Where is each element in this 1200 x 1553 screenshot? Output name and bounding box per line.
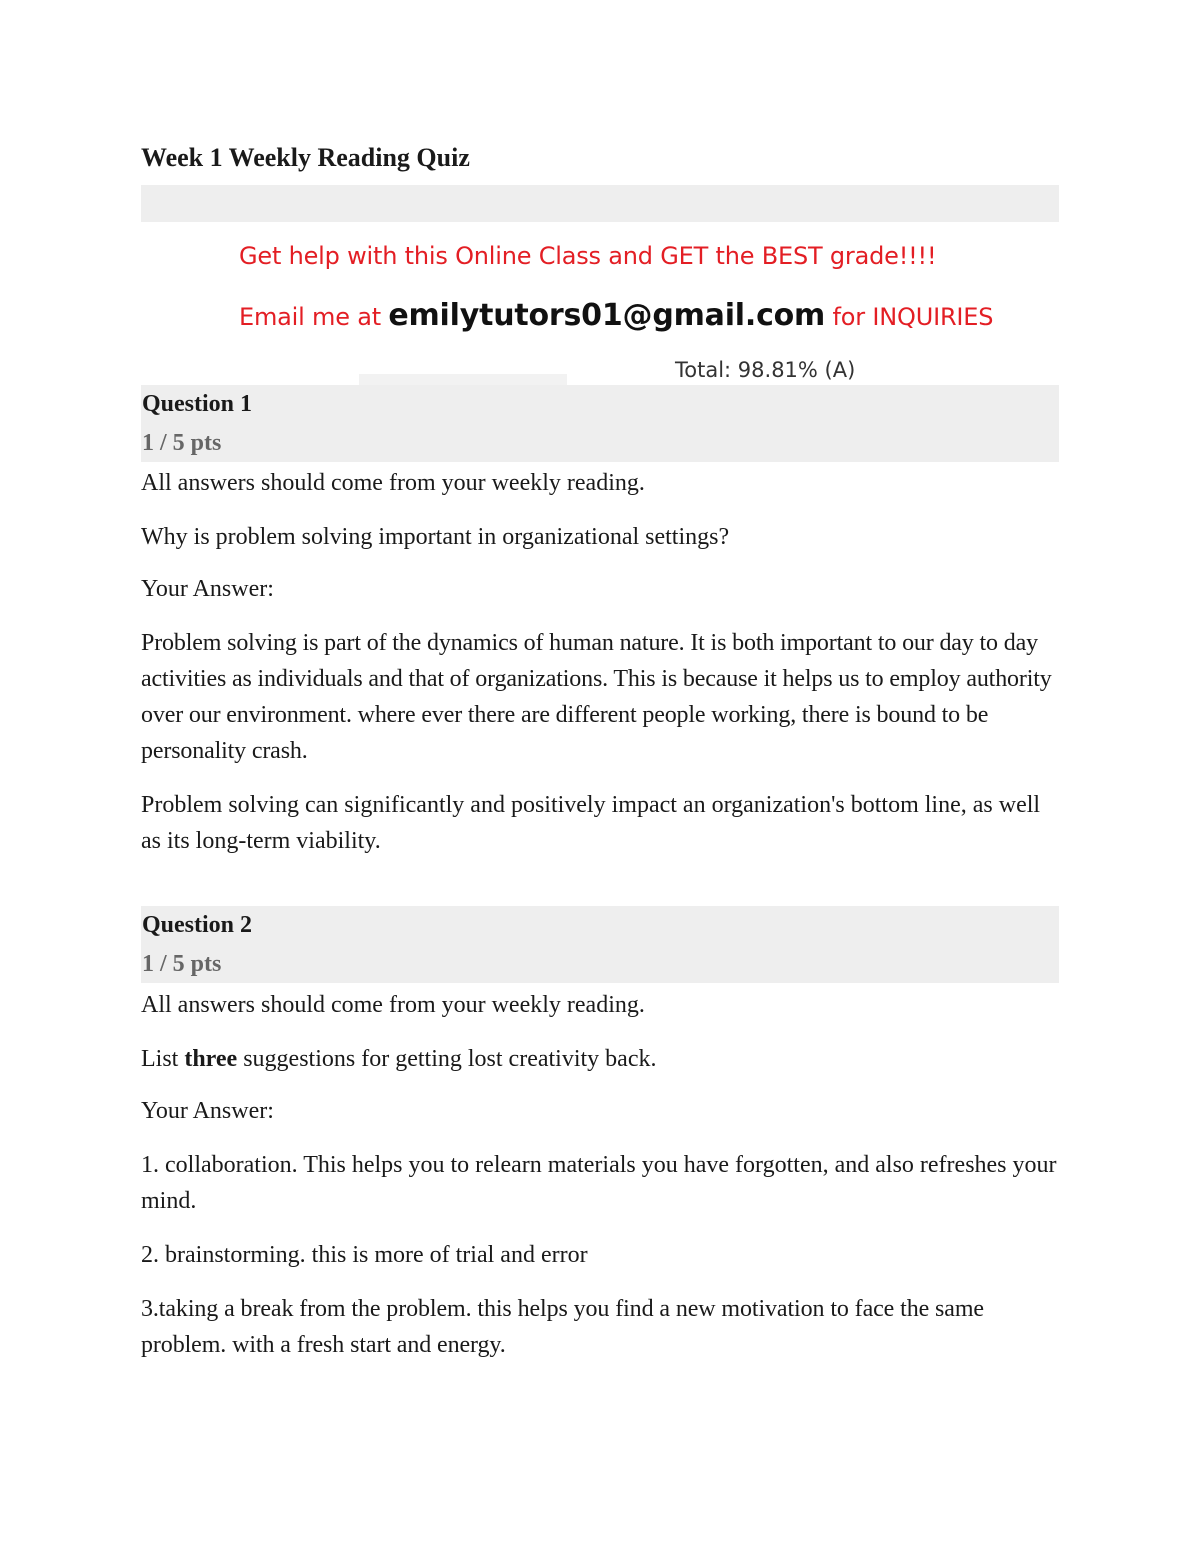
promo-email-suffix: for INQUIRIES <box>825 303 994 331</box>
question-1-header <box>141 385 1059 462</box>
question-2-answer-item: 2. brainstorming. this is more of trial and error <box>141 1242 588 1268</box>
question-1-prompt: Why is problem solving important in organizational settings? <box>141 524 730 550</box>
question-2-instruction: All answers should come from your weekly reading. <box>141 992 645 1018</box>
promo-headline: Get help with this Online Class and GET the BEST grade!!!! <box>239 242 937 270</box>
question-1-points: 1 / 5 pts <box>142 430 222 456</box>
question-2-prompt <box>141 1041 1059 1077</box>
question-2-header <box>141 906 1059 983</box>
promo-contact-line <box>239 298 993 333</box>
question-2-points: 1 / 5 pts <box>142 951 222 977</box>
question-2-answer-label: Your Answer: <box>141 1098 274 1124</box>
question-1-instruction: All answers should come from your weekly reading. <box>141 470 645 496</box>
question-1-answer-paragraph: Problem solving is part of the dynamics of human nature. It is both important to our day to day activities as individuals and that of organizations. This is because it helps us to employ authority over our environment. where ever there are different people working, there is bound to be personality crash. <box>141 630 1052 764</box>
question-1-answer-paragraph: Problem solving can significantly and positively impact an organization's bottom line, as well as its long-term viability. <box>141 792 1041 854</box>
promo-email: emilytutors01@gmail.com <box>388 298 826 333</box>
promo-banner-image <box>141 222 1059 385</box>
quiz-total-score: Total: 98.81% (A) <box>675 358 856 382</box>
question-2-title: Question 2 <box>142 912 253 938</box>
question-2-answer-item: 1. collaboration. This helps you to relearn materials you have forgotten, and also refreshes your mind. <box>141 1152 1057 1214</box>
question-2-prompt-suffix: suggestions for getting lost creativity back. <box>237 1046 657 1072</box>
promo-tab-strip <box>359 374 567 385</box>
quiz-banner-strip <box>141 185 1059 222</box>
question-2-prompt-prefix: List <box>141 1046 185 1072</box>
document-title: Week 1 Weekly Reading Quiz <box>141 143 470 172</box>
question-2-answer-item: 3.taking a break from the problem. this helps you find a new motivation to face the same problem. with a fresh start and energy. <box>141 1296 984 1358</box>
question-1-answer-label: Your Answer: <box>141 576 274 602</box>
question-1-title: Question 1 <box>142 391 253 417</box>
promo-email-prefix: Email me at <box>239 303 389 331</box>
question-2-prompt-emphasis: three <box>184 1046 238 1072</box>
